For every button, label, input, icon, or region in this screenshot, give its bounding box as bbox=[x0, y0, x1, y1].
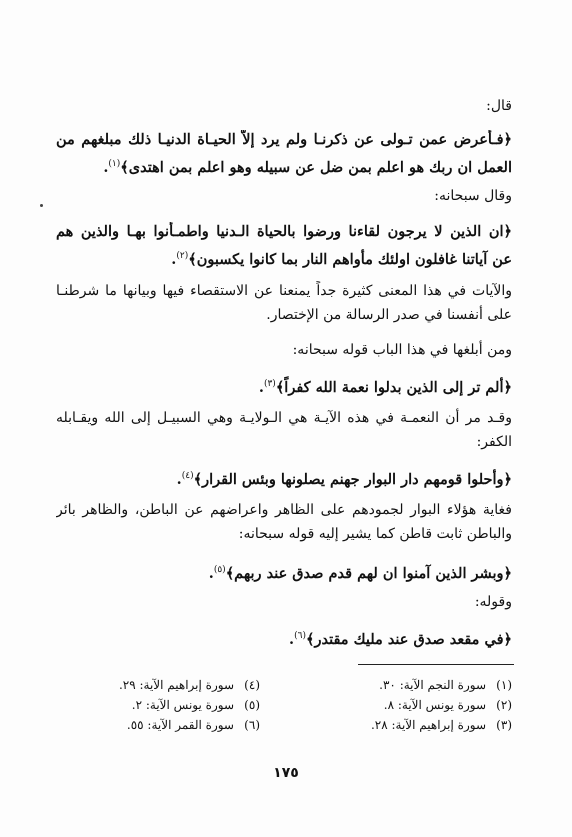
footnote: (٦)سورة القمر الآية: ٥٥. bbox=[126, 718, 260, 732]
footnote-ref: (٢) bbox=[176, 251, 189, 261]
text-line: قال: bbox=[486, 98, 512, 114]
text-line: الكفر: bbox=[476, 434, 512, 450]
quran-verse-line: ﴿وبشر الذين آمنوا ان لهم قدم صدق عند ربهم﴾$^{(٥)}$. bbox=[208, 564, 512, 582]
text-line: وقوله: bbox=[474, 594, 512, 610]
footnote: (٤)سورة إبراهيم الآية: ٢٩. bbox=[118, 678, 260, 692]
quran-verse-line: عن آياتنا غافلون اولئك مأواهم النار بما كانوا يكسبون﴾$^{(٢)}$. bbox=[171, 250, 512, 268]
footnote: (٣)سورة إبراهيم الآية: ٢٨. bbox=[370, 718, 512, 732]
text-line: والباطن ثابت قاطن كما يشير إليه قوله سبحانه: bbox=[238, 526, 512, 542]
footnote: (٢)سورة يونس الآية: ٨. bbox=[383, 698, 512, 712]
footnote-ref: (٦) bbox=[294, 631, 306, 641]
footnote: (٥)سورة يونس الآية: ٢. bbox=[131, 698, 260, 712]
quran-verse-line: ﴿فـأعرض عمن تـولى عن ذكرنـا ولم يرد إلاّ الحيـاة الدنيـا ذلك مبلغهم من bbox=[56, 131, 512, 148]
quran-verse-line: ﴿وأحلوا قومهم دار البوار جهنم يصلونها وبئس القرار﴾$^{(٤)}$. bbox=[176, 470, 512, 488]
footnote-ref: (٤) bbox=[181, 471, 194, 481]
quran-verse-line: ﴿ألم تر إلى الذين بدلوا نعمة الله كفراً﴾$^{(٣)}$. bbox=[258, 378, 512, 396]
text-line: ومن أبلغها في هذا الباب قوله سبحانه: bbox=[292, 342, 512, 358]
quran-verse-line: العمل ان ربك هو اعلم بمن ضل عن سبيله وهو اعلم بمن اهتدى﴾$^{(١)}$. bbox=[103, 158, 512, 176]
footnote-ref: (٣) bbox=[263, 379, 276, 389]
footnote-ref: (١) bbox=[108, 159, 121, 169]
stray-mark bbox=[40, 204, 43, 207]
text-line: وقـد مر أن النعمـة في هذه الآيـة هي الـولايـة وهي السبيـل إلى الله ويقـابله bbox=[56, 410, 512, 426]
footnote: (١)سورة النجم الآية: ٣٠. bbox=[379, 678, 512, 692]
text-line: والآيات في هذا المعنى كثيرة جداً يمنعنا عن الاستقصاء فيها وبيانها ما شرطنـا bbox=[56, 283, 512, 299]
page-number: ١٧٥ bbox=[273, 765, 299, 781]
quran-verse-line: ﴿ان الذين لا يرجون لقاءنا ورضوا بالحياة الـدنيا واطمـأنوا بهـا والذين هم bbox=[56, 223, 512, 240]
footnote-separator bbox=[358, 664, 514, 665]
footnote-ref: (٥) bbox=[213, 565, 226, 575]
quran-verse-line: ﴿في مقعد صدق عند مليك مقتدر﴾$^{(٦)}$. bbox=[289, 630, 512, 648]
text-line: فغاية هؤلاء البوار لجمودهم على الظاهر واعراضهم عن الباطن، والظاهر بائر bbox=[56, 502, 512, 518]
text-line: وقال سبحانه: bbox=[434, 188, 512, 204]
text-line: على أنفسنا في صدر الرسالة من الإختصار. bbox=[266, 307, 512, 323]
